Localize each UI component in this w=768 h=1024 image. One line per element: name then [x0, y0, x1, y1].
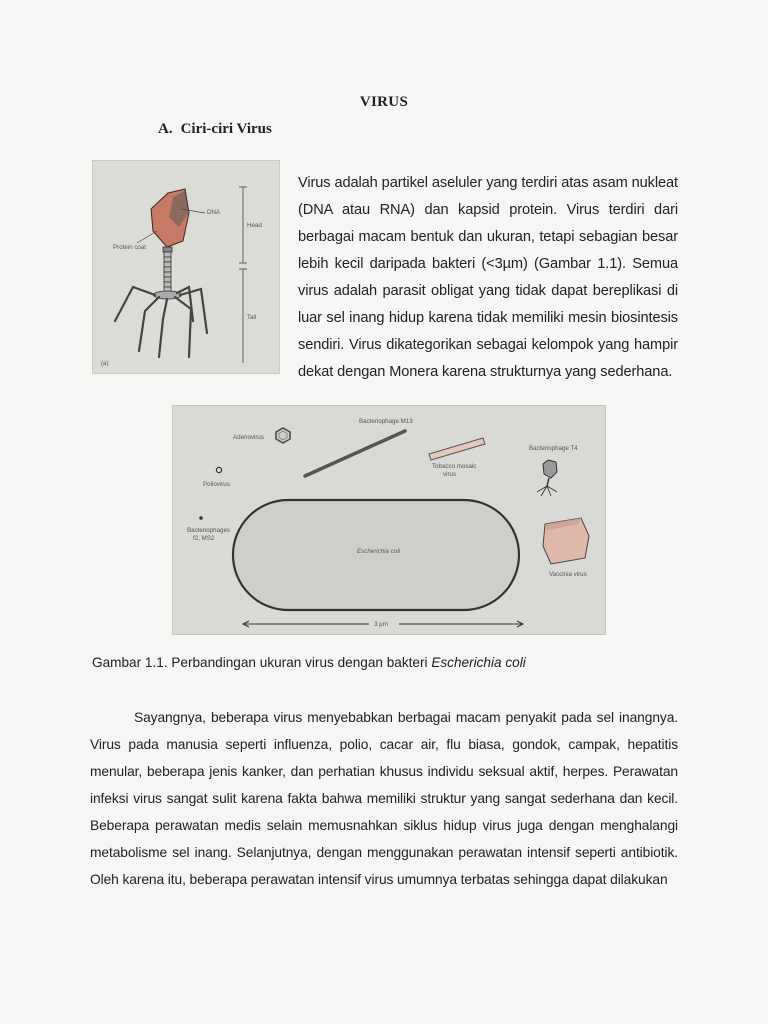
vaccinia-label: Vaccinia virus	[549, 571, 587, 578]
section-heading	[158, 121, 272, 138]
panel-label: (a)	[101, 360, 109, 367]
tmv-label-line1: Tobacco mosaic	[432, 463, 477, 470]
figure-caption	[92, 655, 692, 670]
caption-species: Escherichia coli	[431, 655, 526, 670]
adenovirus-label: Adenovirus	[233, 434, 264, 441]
poliovirus-shape	[216, 467, 221, 472]
dna-label: DNA	[207, 209, 221, 216]
m13-shape	[305, 431, 405, 476]
size-comparison-figure	[172, 405, 606, 635]
t4-label: Bacteriophage T4	[529, 445, 578, 452]
tail-label: Tail	[247, 314, 257, 321]
phage-label-line2: f2, MS2	[193, 535, 215, 542]
intro-paragraph: Virus adalah partikel aseluler yang terdiri atas asam nukleat (DNA atau RNA) dan kapsid protein. Virus terdiri dari berbagai macam bentuk dan ukuran, tetapi sebagian besar lebih kecil daripada bakteri (<3µm) (Gambar 1.1). Semua virus adalah parasit obligat yang tidak dapat bereplikasi di luar sel inang hidup karena tidak memiliki mesin biosintesis sendiri. Virus dikategorikan sebagai kelompok yang hampir dekat dengan Monera karena strukturnya yang sederhana.	[298, 175, 678, 380]
tail-sheath	[164, 252, 171, 292]
ecoli-label: Escherichia coli	[357, 548, 400, 555]
head-label: Head	[247, 222, 262, 229]
adenovirus-shape	[276, 428, 290, 443]
phage-label-line1: Bacteriophages	[187, 527, 230, 534]
section-title: Ciri-ciri Virus	[180, 121, 272, 137]
poliovirus-label: Poliovirus	[203, 481, 230, 488]
section-number: A.	[158, 121, 173, 137]
ecoli-shape	[233, 500, 519, 610]
m13-label: Bacteriophage M13	[359, 418, 413, 425]
phage-f2-shape	[199, 516, 203, 520]
protein-coat-label: Protein coat	[113, 244, 147, 251]
t4-shape	[537, 460, 557, 496]
scale-label: 3 µm	[374, 621, 388, 628]
page-title: VIRUS	[359, 94, 409, 110]
caption-text: Gambar 1.1. Perbandingan ukuran virus dengan bakteri	[92, 655, 432, 670]
body-paragraph: Sayangnya, beberapa virus menyebabkan berbagai macam penyakit pada sel inangnya. Virus pada manusia seperti influenza, polio, cacar air, flu biasa, gondok, campak, hepatitis menular, beberapa jenis kanker, dan perhatian khusus individu seksual aktif, herpes. Perawatan infeksi virus sangat sulit karena fakta bahwa memiliki struktur yang sangat sederhana dan kecil. Beberapa perawatan medis selain memusnahkan siklus hidup virus juga dengan menghalangi metabolisme sel inang. Selanjutnya, dengan menggunakan perawatan intensif seperti antibiotik. Oleh karena itu, beberapa perawatan intensif virus umumnya terbatas sehingga dapat dilakukan	[90, 710, 678, 887]
tmv-shape	[429, 438, 485, 460]
vaccinia-shape	[543, 518, 589, 564]
tmv-label-line2: virus	[443, 471, 457, 478]
bacteriophage-diagram	[92, 160, 280, 374]
